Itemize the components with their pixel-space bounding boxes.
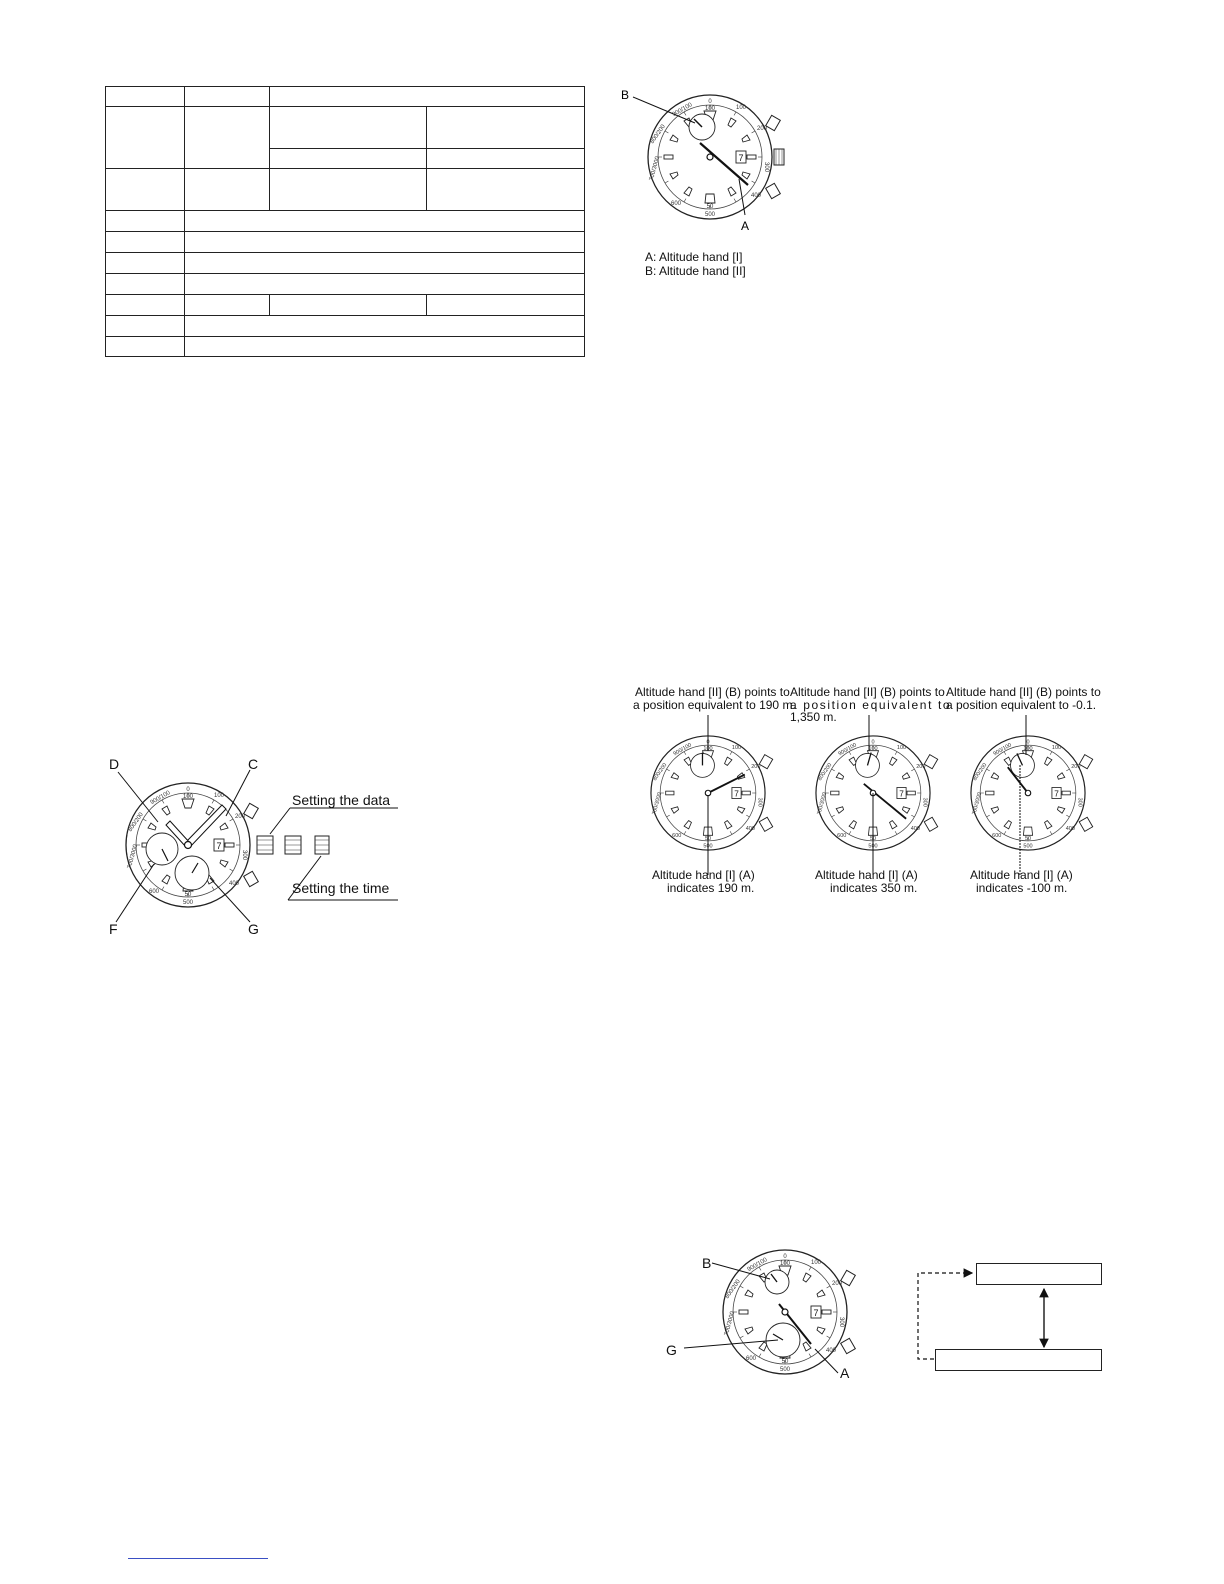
bottom-watch-figure <box>660 1245 870 1385</box>
table-cell <box>106 253 185 274</box>
table-cell <box>185 337 585 357</box>
table-cell <box>427 295 585 316</box>
table-cell <box>106 316 185 337</box>
example-3-bottom-caption-1: Altitude hand [I] (A) <box>970 868 1073 882</box>
example-3-bottom-caption-2: indicates -100 m. <box>976 881 1068 895</box>
table-cell <box>106 232 185 253</box>
bottom-label-a: A <box>840 1365 850 1381</box>
table-cell <box>270 169 427 211</box>
example-2-top-caption-2: a position equivalent to <box>790 698 952 712</box>
table-cell <box>106 169 185 211</box>
example-1-bottom-caption-1: Altitude hand [I] (A) <box>652 868 755 882</box>
table-cell <box>427 107 585 149</box>
example-1-top-caption-2: a position equivalent to 190 m. <box>633 698 796 712</box>
table-cell <box>106 107 185 169</box>
altitude-examples-figure <box>640 715 1120 875</box>
table-cell <box>270 87 585 107</box>
table-cell <box>106 87 185 107</box>
table-cell <box>185 316 585 337</box>
table-cell <box>270 149 427 169</box>
table-cell <box>185 107 270 169</box>
table-cell <box>185 232 585 253</box>
label-f: F <box>109 921 118 937</box>
bottom-label-b: B <box>702 1255 712 1271</box>
table-cell <box>185 253 585 274</box>
table-cell <box>185 87 270 107</box>
label-b: B <box>621 88 630 102</box>
table-cell <box>270 107 427 149</box>
label-d: D <box>109 756 120 772</box>
legend-b: B: Altitude hand [II] <box>645 264 746 278</box>
example-2-bottom-caption-2: indicates 350 m. <box>830 881 918 895</box>
example-1-top-caption-1: Altitude hand [II] (B) points to <box>635 685 790 699</box>
footer-link-underline[interactable] <box>128 1558 268 1559</box>
table-cell <box>106 211 185 232</box>
table-cell <box>106 337 185 357</box>
crown-setting-figure <box>100 750 400 940</box>
table-cell <box>106 274 185 295</box>
label-a: A <box>741 219 750 233</box>
table-cell <box>185 274 585 295</box>
label-c: C <box>248 756 259 772</box>
example-2-bottom-caption-1: Altitude hand [I] (A) <box>815 868 918 882</box>
bottom-label-g: G <box>666 1342 677 1358</box>
label-g: G <box>248 921 259 937</box>
setting-time-label: Setting the time <box>292 880 390 896</box>
example-2-top-caption-3: 1,350 m. <box>790 710 837 724</box>
legend-a: A: Altitude hand [I] <box>645 250 743 264</box>
spec-table <box>105 86 585 357</box>
example-2-top-caption-1: Altitude hand [II] (B) points to <box>790 685 945 699</box>
example-3-top-caption-2: a position equivalent to -0.1. <box>946 698 1097 712</box>
table-cell <box>427 169 585 211</box>
table-cell <box>185 295 270 316</box>
table-cell <box>185 211 585 232</box>
table-cell <box>185 169 270 211</box>
flow-arrows <box>912 1260 1112 1375</box>
table-cell <box>427 149 585 169</box>
table-cell <box>106 295 185 316</box>
table-cell <box>270 295 427 316</box>
setting-data-label: Setting the data <box>292 792 391 808</box>
example-1-bottom-caption-2: indicates 190 m. <box>667 881 755 895</box>
example-3-top-caption-1: Altitude hand [II] (B) points to <box>946 685 1101 699</box>
altitude-hands-figure <box>615 85 795 235</box>
